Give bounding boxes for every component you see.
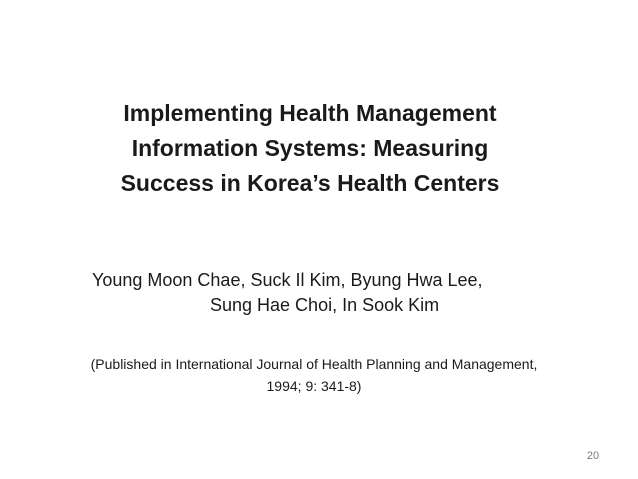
page-number: 20 bbox=[586, 450, 600, 462]
title-line-2: Information Systems: Measuring bbox=[131, 135, 489, 161]
title-line-3: Success in Korea’s Health Centers bbox=[120, 170, 500, 196]
citation-line-1: (Published in International Journal of Health Planning and Management, bbox=[90, 356, 538, 372]
author-line-2: Sung Hae Choi, In Sook Kim bbox=[210, 295, 440, 315]
author-list bbox=[60, 268, 560, 318]
author-line-1: Young Moon Chae, Suck Il Kim, Byung Hwa Lee, bbox=[92, 270, 483, 290]
citation-line-2: 1994; 9: 341-8) bbox=[266, 378, 362, 394]
publication-citation bbox=[0, 353, 638, 397]
title-line-1: Implementing Health Management bbox=[123, 100, 497, 126]
slide-title bbox=[60, 96, 560, 201]
